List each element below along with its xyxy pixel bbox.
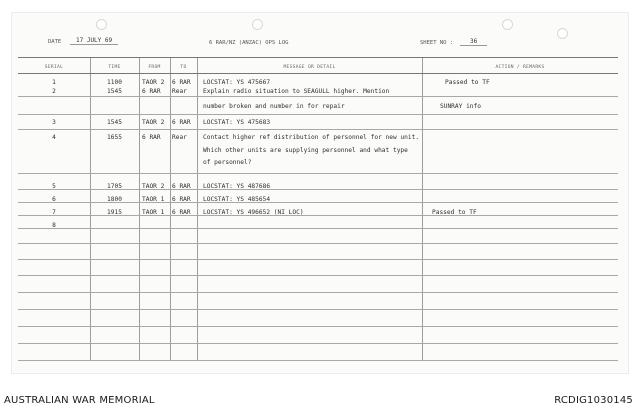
- log-sheet: [12, 13, 628, 373]
- row-rule: [18, 129, 618, 130]
- sheet-label: SHEET NO :: [420, 40, 454, 46]
- cell-from: 6 RAR: [142, 88, 161, 95]
- cell-time: 1915: [107, 209, 122, 216]
- cell-from: TAOR 2: [142, 119, 165, 126]
- column-divider: [422, 57, 423, 361]
- cell-to: 6 RAR: [172, 196, 191, 203]
- cell-serial: 7: [52, 209, 56, 216]
- cell-time: 1545: [107, 119, 122, 126]
- cell-to: 6 RAR: [172, 79, 191, 86]
- archive-credit: AUSTRALIAN WAR MEMORIAL: [4, 395, 155, 406]
- cell-to: Rear: [172, 88, 187, 95]
- cell-serial: 3: [52, 119, 56, 126]
- col-from-header: FROM: [148, 65, 161, 70]
- cell-message: LOCSTAT: YS 485654: [203, 196, 271, 203]
- cell-message: Explain radio situation to SEAGULL higher. Mention: [203, 88, 390, 95]
- cell-serial: 6: [52, 196, 56, 203]
- cell-message: LOCSTAT: YS 475683: [203, 119, 271, 126]
- cell-action: SUNRAY info: [440, 103, 481, 110]
- cell-message: LOCSTAT: YS 496652 (NI LOC): [203, 209, 304, 216]
- row-rule: [18, 259, 618, 260]
- cell-to: 6 RAR: [172, 183, 191, 190]
- cell-message: LOCSTAT: YS 487686: [203, 183, 271, 190]
- cell-to: 6 RAR: [172, 209, 191, 216]
- cell-from: TAOR 2: [142, 183, 165, 190]
- row-rule: [18, 292, 618, 293]
- log-title: 6 RAR/NZ (ANZAC) OPS LOG: [209, 40, 289, 46]
- cell-message: number broken and number in for repair: [203, 103, 345, 110]
- cell-serial: 5: [52, 183, 56, 190]
- date-value: 17 JULY 69: [70, 37, 118, 45]
- cell-action: Passed to TF: [432, 209, 477, 216]
- cell-serial: 4: [52, 134, 56, 141]
- cell-to: 6 RAR: [172, 119, 191, 126]
- archive-reference: RCDIG1030145: [554, 395, 633, 406]
- row-rule: [18, 343, 618, 344]
- cell-serial: 8: [52, 222, 56, 229]
- cell-to: Rear: [172, 134, 187, 141]
- cell-from: TAOR 2: [142, 79, 165, 86]
- row-rule: [18, 275, 618, 276]
- cell-serial: 2: [52, 88, 56, 95]
- row-rule: [18, 326, 618, 327]
- date-label: DATE: [48, 39, 62, 45]
- cell-action: Passed to TF: [445, 79, 490, 86]
- row-rule: [18, 173, 618, 174]
- col-time-header: TIME: [108, 65, 121, 70]
- cell-time: 1545: [107, 88, 122, 95]
- row-rule: [18, 243, 618, 244]
- column-divider: [139, 57, 140, 361]
- row-rule: [18, 309, 618, 310]
- col-action-header: ACTION / REMARKS: [495, 65, 545, 70]
- cell-from: 6 RAR: [142, 134, 161, 141]
- table-top-rule: [18, 57, 618, 58]
- col-to-header: TO: [180, 65, 187, 70]
- row-rule: [18, 360, 618, 361]
- cell-from: TAOR 1: [142, 209, 165, 216]
- cell-message: Contact higher ref distribution of personnel for new unit.: [203, 134, 420, 141]
- sheet-number: 36: [460, 38, 487, 46]
- row-rule: [18, 114, 618, 115]
- cell-time: 1655: [107, 134, 122, 141]
- cell-serial: 1: [52, 79, 56, 86]
- col-serial-header: SERIAL: [44, 65, 64, 70]
- cell-message: of personnel?: [203, 159, 252, 166]
- cell-from: TAOR 1: [142, 196, 165, 203]
- cell-message: Which other units are supplying personnel and what type: [203, 147, 408, 154]
- cell-time: 1705: [107, 183, 122, 190]
- cell-time: 1800: [107, 196, 122, 203]
- cell-message: LOCSTAT: YS 475667: [203, 79, 271, 86]
- cell-time: 1100: [107, 79, 122, 86]
- header-rule: [18, 73, 618, 74]
- row-rule: [18, 96, 618, 97]
- col-message-header: MESSAGE OR DETAIL: [283, 65, 336, 70]
- row-rule: [18, 228, 618, 229]
- log-table: [12, 13, 628, 373]
